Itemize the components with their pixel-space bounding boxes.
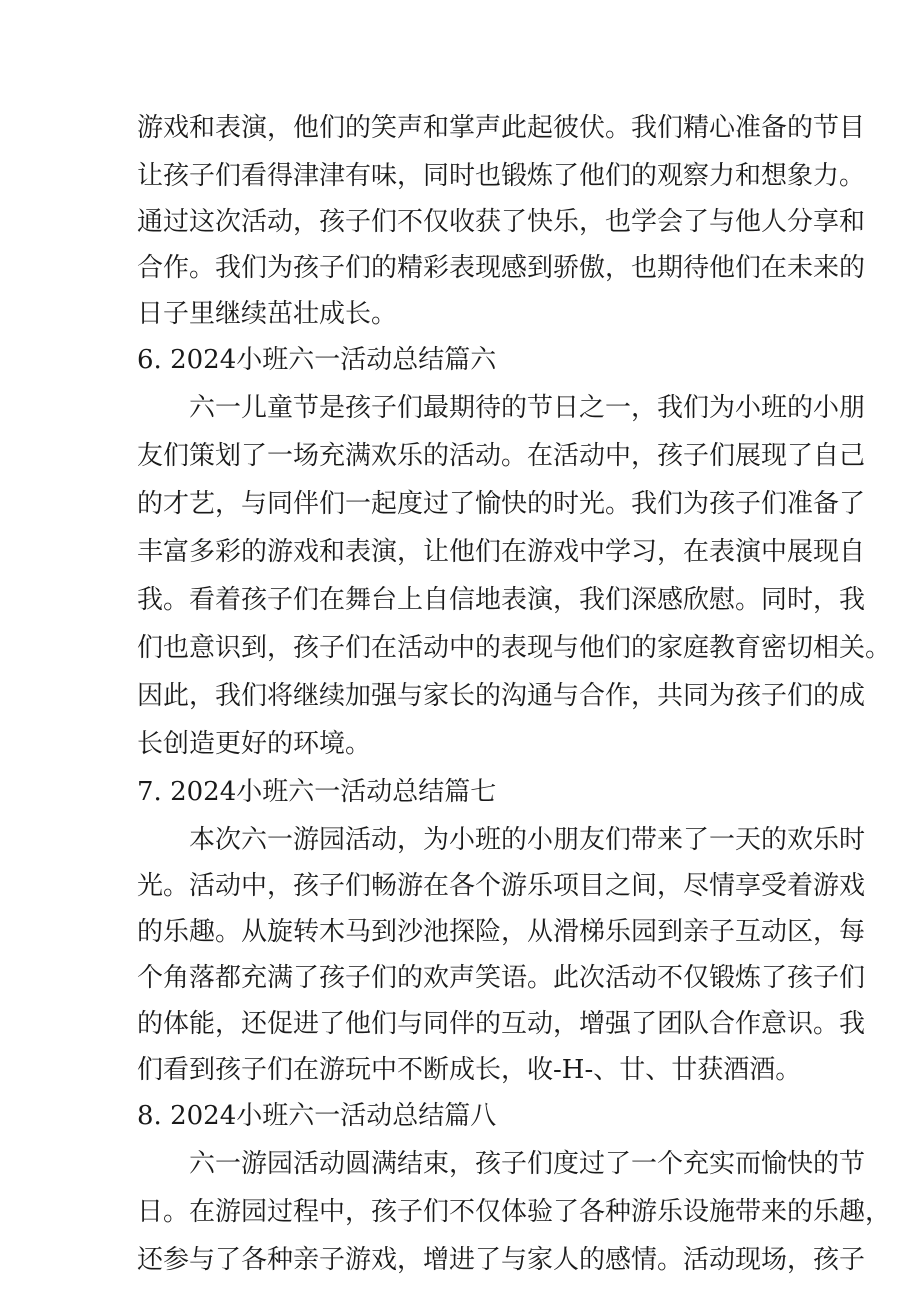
paragraph-line: 长创造更好的环境。 bbox=[137, 729, 372, 759]
section-heading-6: 6. 2024小班六一活动总结篇六 bbox=[137, 345, 497, 375]
paragraph-line: 的乐趣。从旋转木马到沙池探险，从滑梯乐园到亲子互动区，每 bbox=[137, 917, 866, 947]
paragraph-line: 因此，我们将继续加强与家长的沟通与合作，共同为孩子们的成 bbox=[137, 681, 866, 711]
paragraph-line: 六一儿童节是孩子们最期待的节日之一，我们为小班的小朋 bbox=[189, 393, 866, 423]
paragraph-line: 们也意识到，孩子们在活动中的表现与他们的家庭教育密切相关。 bbox=[137, 633, 892, 663]
paragraph-line: 日。在游园过程中，孩子们不仅体验了各种游乐设施带来的乐趣， bbox=[137, 1197, 892, 1227]
paragraph-line: 我。看着孩子们在舞台上自信地表演，我们深感欣慰。同时，我 bbox=[137, 585, 866, 615]
paragraph-line: 日子里继续茁壮成长。 bbox=[137, 299, 398, 329]
paragraph-line: 的才艺，与同伴们一起度过了愉快的时光。我们为孩子们准备了 bbox=[137, 489, 866, 519]
section-heading-8: 8. 2024小班六一活动总结篇八 bbox=[137, 1101, 497, 1131]
paragraph-line: 们看到孩子们在游玩中不断成长，收-H-、廿、廿获酒酒。 bbox=[137, 1055, 802, 1085]
paragraph-line: 的体能，还促进了他们与同伴的互动，增强了团队合作意识。我 bbox=[137, 1009, 866, 1039]
section-heading-7: 7. 2024小班六一活动总结篇七 bbox=[137, 777, 497, 807]
paragraph-line: 合作。我们为孩子们的精彩表现感到骄傲，也期待他们在未来的 bbox=[137, 253, 866, 283]
paragraph-line: 六一游园活动圆满结束，孩子们度过了一个充实而愉快的节 bbox=[189, 1149, 866, 1179]
paragraph-line: 个角落都充满了孩子们的欢声笑语。此次活动不仅锻炼了孩子们 bbox=[137, 963, 866, 993]
paragraph-line: 让孩子们看得津津有味，同时也锻炼了他们的观察力和想象力。 bbox=[137, 161, 866, 191]
paragraph-line: 游戏和表演，他们的笑声和掌声此起彼伏。我们精心准备的节目 bbox=[137, 113, 866, 143]
paragraph-line: 光。活动中，孩子们畅游在各个游乐项目之间，尽情享受着游戏 bbox=[137, 871, 866, 901]
paragraph-line: 友们策划了一场充满欢乐的活动。在活动中，孩子们展现了自己 bbox=[137, 441, 866, 471]
paragraph-line: 通过这次活动，孩子们不仅收获了快乐，也学会了与他人分享和 bbox=[137, 207, 866, 237]
paragraph-line: 丰富多彩的游戏和表演，让他们在游戏中学习，在表演中展现自 bbox=[137, 537, 866, 567]
paragraph-line: 本次六一游园活动，为小班的小朋友们带来了一天的欢乐时 bbox=[189, 825, 866, 855]
paragraph-line: 还参与了各种亲子游戏，增进了与家人的感情。活动现场，孩子 bbox=[137, 1245, 866, 1275]
